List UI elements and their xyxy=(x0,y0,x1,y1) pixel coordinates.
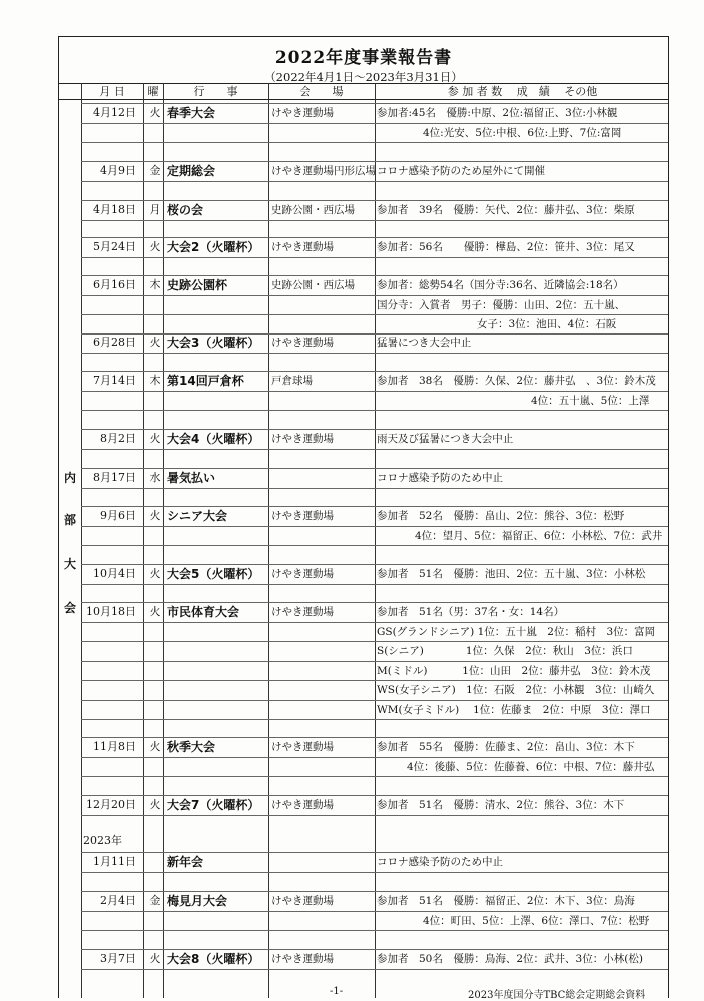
row-line xyxy=(81,776,668,777)
row-line xyxy=(81,584,668,585)
row-date: 12月20日 xyxy=(86,798,136,811)
row-event: 大会2（火曜杯） xyxy=(167,240,260,254)
row-line xyxy=(81,488,668,489)
row-event: 第14回戸倉杯 xyxy=(167,374,244,388)
row-event: 新年会 xyxy=(167,855,204,869)
row-venue: けやき運動場 xyxy=(271,799,334,811)
row-date: 3月7日 xyxy=(100,952,136,965)
row-date: 10月18日 xyxy=(86,605,136,618)
side-label-char: 大 xyxy=(63,557,76,571)
row-line xyxy=(81,949,668,950)
row-day-of-week: 火 xyxy=(149,240,161,253)
col-header-notes: 参 加 者 数 成 績 その他 xyxy=(447,85,598,98)
header-bottom-line xyxy=(59,99,668,100)
row-event: 桜の会 xyxy=(167,203,204,217)
row-event: 市民体育大会 xyxy=(167,605,240,619)
row-date: 6月16日 xyxy=(93,278,136,291)
row-line xyxy=(81,200,668,201)
row-note: 参加者 39名 優勝：矢代、2位：藤井弘、3位：柴原 xyxy=(377,204,635,216)
row-note: 4位：望月、5位：福留正、6位：小林松、7位：武井 xyxy=(415,529,663,542)
row-line xyxy=(81,410,668,411)
row-venue: けやき運動場 xyxy=(271,606,334,618)
row-note: 参加者 50名 優勝：鳥海、2位：武井、3位：小林(松) xyxy=(377,953,643,965)
row-date: 9月6日 xyxy=(100,509,136,522)
row-note: コロナ感染予防のため中止 xyxy=(377,856,503,868)
row-venue: けやき運動場円形広場 xyxy=(271,165,376,177)
side-label-char: 内 xyxy=(63,471,76,485)
row-line xyxy=(81,526,668,527)
row-day-of-week: 火 xyxy=(149,952,161,965)
row-note: S(シニア) 1位：久保 2位：秋山 3位：浜口 xyxy=(377,645,633,657)
row-line xyxy=(81,930,668,931)
row-line xyxy=(81,295,668,296)
row-day-of-week: 水 xyxy=(149,471,161,484)
row-note: M(ミドル) 1位：山田 2位：藤井弘 3位：鈴木茂 xyxy=(377,664,651,677)
row-venue: けやき運動場 xyxy=(271,568,334,580)
row-event: 梅見月大会 xyxy=(167,894,228,908)
row-venue: けやき運動場 xyxy=(271,953,334,965)
row-note: 参加者 51名 優勝：福留正、2位：木下、3位：鳥海 xyxy=(377,895,635,907)
row-line xyxy=(81,700,668,701)
row-line xyxy=(81,468,668,469)
row-date: 2月4日 xyxy=(100,894,136,907)
row-day-of-week: 火 xyxy=(149,106,161,119)
row-note: 雨天及び猛暑につき大会中止 xyxy=(377,433,514,445)
row-date: 4月12日 xyxy=(93,106,136,119)
row-line xyxy=(81,891,668,892)
row-date: 6月28日 xyxy=(93,336,136,349)
row-note: 4位：五十嵐、5位：上澤 xyxy=(531,394,650,407)
row-line xyxy=(81,737,668,738)
row-line xyxy=(81,795,668,796)
row-day-of-week: 木 xyxy=(149,278,161,291)
row-line xyxy=(81,719,668,720)
col-header-dow: 曜 xyxy=(147,85,159,98)
row-event: 春季大会 xyxy=(167,106,216,120)
row-line xyxy=(81,237,668,238)
side-label-char: 会 xyxy=(63,601,76,615)
report-frame xyxy=(58,36,669,998)
row-day-of-week: 月 xyxy=(149,203,161,216)
row-note: 参加者 51名（男：37名・女：14名） xyxy=(377,606,565,618)
row-line xyxy=(81,911,668,912)
row-line xyxy=(81,757,668,758)
row-date: 5月24日 xyxy=(93,240,136,253)
row-day-of-week: 火 xyxy=(149,605,161,618)
row-line xyxy=(81,872,668,873)
row-note: コロナ感染予防のため屋外にて開催 xyxy=(377,165,545,177)
row-event: 大会3（火曜杯） xyxy=(167,336,260,350)
row-event: 大会8（火曜杯） xyxy=(167,952,260,966)
row-note: 参加者：56名 優勝：樺島、2位：笹井、3位：尾又 xyxy=(377,241,635,253)
row-line xyxy=(81,275,668,276)
row-venue: けやき運動場 xyxy=(271,895,334,907)
row-note: 4位：後藤、5位：佐藤養、6位：中根、7位：藤井弘 xyxy=(407,760,655,773)
row-note: GS(グランドシニア) 1位：五十嵐 2位：稲村 3位：富岡 xyxy=(377,625,656,638)
row-day-of-week: 火 xyxy=(149,740,161,753)
row-line xyxy=(81,314,668,315)
row-line xyxy=(81,161,668,162)
row-day-of-week: 金 xyxy=(149,894,161,907)
row-day-of-week: 金 xyxy=(149,164,161,177)
row-venue: 史跡公園・西広場 xyxy=(271,204,355,216)
row-date: 4月18日 xyxy=(93,203,136,216)
row-note: 国分寺：入賞者 男子：優勝：山田、2位：五十嵐、 xyxy=(377,298,626,311)
row-event: 史跡公園杯 xyxy=(167,278,228,292)
col-header-venue: 会 場 xyxy=(299,85,344,98)
row-date: 4月9日 xyxy=(100,164,136,177)
row-date: 10月4日 xyxy=(93,567,136,580)
row-line xyxy=(81,391,668,392)
row-note: WM(女子ミドル) 1位：佐藤ま 2位：中原 3位：澤口 xyxy=(377,703,651,716)
row-note: 参加者 51名 優勝：池田、2位：五十嵐、3位：小林松 xyxy=(377,568,646,580)
row-line xyxy=(81,622,668,623)
row-note: WS(女子シニア) 1位：石阪 2位：小林観 3位：山崎久 xyxy=(377,684,655,696)
row-event: 秋季大会 xyxy=(167,740,216,754)
row-note: 参加者 52名 優勝：畠山、2位：熊谷、3位：松野 xyxy=(377,510,625,522)
row-venue: けやき運動場 xyxy=(271,107,334,119)
row-line xyxy=(81,103,668,104)
row-event: 暑気払い xyxy=(167,471,216,485)
row-line xyxy=(81,545,668,546)
row-line xyxy=(81,142,668,143)
row-line xyxy=(81,429,668,430)
row-line xyxy=(81,506,668,507)
row-event: 大会5（火曜杯） xyxy=(167,567,260,581)
row-venue: 史跡公園・西広場 xyxy=(271,279,355,291)
row-note: 4位：町田、5位：上澤、6位：澤口、7位：松野 xyxy=(423,914,650,927)
row-line xyxy=(81,602,668,603)
row-note: 参加者:45名 優勝:中原、2位:福留正、3位:小林観 xyxy=(377,107,618,119)
row-day-of-week: 火 xyxy=(149,432,161,445)
row-line xyxy=(81,564,668,565)
footer-page-number: -1- xyxy=(330,986,344,997)
footer-source: 2023年度国分寺TBC総会定期総会資料 xyxy=(468,990,646,1001)
row-date: 8月17日 xyxy=(93,471,136,484)
row-day-of-week: 火 xyxy=(149,336,161,349)
row-line xyxy=(81,641,668,642)
row-date: 7月14日 xyxy=(93,374,136,387)
row-note: 参加者 55名 優勝：佐藤ま、2位：畠山、3位：木下 xyxy=(377,741,635,753)
side-label-char: 部 xyxy=(63,513,76,527)
row-date: 11月8日 xyxy=(93,740,136,753)
row-note: 女子：3位：池田、4位：石阪 xyxy=(477,318,617,330)
row-venue: けやき運動場 xyxy=(271,337,334,349)
row-line xyxy=(81,371,668,372)
col-header-date: 月 日 xyxy=(99,85,125,98)
row-day-of-week: 火 xyxy=(149,798,161,811)
row-day-of-week: 火 xyxy=(149,509,161,522)
row-note: 参加者 51名 優勝：清水、2位：熊谷、3位：木下 xyxy=(377,799,625,811)
row-note: 参加者：総勢54名（国分寺:36名、近隣協会:18名） xyxy=(377,279,624,291)
row-venue: 戸倉球場 xyxy=(271,375,313,387)
row-note: 4位:光安、5位:中根、6位:上野、7位:富岡 xyxy=(423,126,622,139)
row-event: シニア大会 xyxy=(167,509,228,523)
page-title: 2022年度事業報告書 xyxy=(274,48,453,68)
row-line xyxy=(81,680,668,681)
row-day-of-week: 火 xyxy=(149,567,161,580)
row-line xyxy=(81,220,668,221)
row-line xyxy=(81,815,668,816)
row-line xyxy=(81,333,668,334)
row-line xyxy=(81,181,668,182)
row-line xyxy=(81,449,668,450)
row-date: 1月11日 xyxy=(93,855,136,868)
row-event: 大会7（火曜杯） xyxy=(167,798,260,812)
row-note: 参加者 38名 優勝：久保、2位：藤井弘 、3位：鈴木茂 xyxy=(377,375,656,387)
row-event: 定期総会 xyxy=(167,164,216,178)
row-venue: けやき運動場 xyxy=(271,510,334,522)
row-line xyxy=(81,257,668,258)
col-header-event: 行 事 xyxy=(193,85,238,98)
row-line xyxy=(81,969,668,970)
row-day-of-week: 木 xyxy=(149,374,161,387)
row-event: 大会4（火曜杯） xyxy=(167,432,260,446)
year-marker: 2023年 xyxy=(83,834,122,847)
row-date: 8月2日 xyxy=(100,432,136,445)
row-line xyxy=(81,852,668,853)
row-note: コロナ感染予防のため中止 xyxy=(377,472,503,484)
row-note: 猛暑につき大会中止 xyxy=(377,337,472,349)
row-line xyxy=(81,661,668,662)
row-venue: けやき運動場 xyxy=(271,741,334,753)
row-line xyxy=(81,123,668,124)
row-line xyxy=(81,353,668,354)
row-venue: けやき運動場 xyxy=(271,433,334,445)
page-subtitle: （2022年4月1日～2023年3月31日） xyxy=(264,70,463,84)
row-venue: けやき運動場 xyxy=(271,241,334,253)
